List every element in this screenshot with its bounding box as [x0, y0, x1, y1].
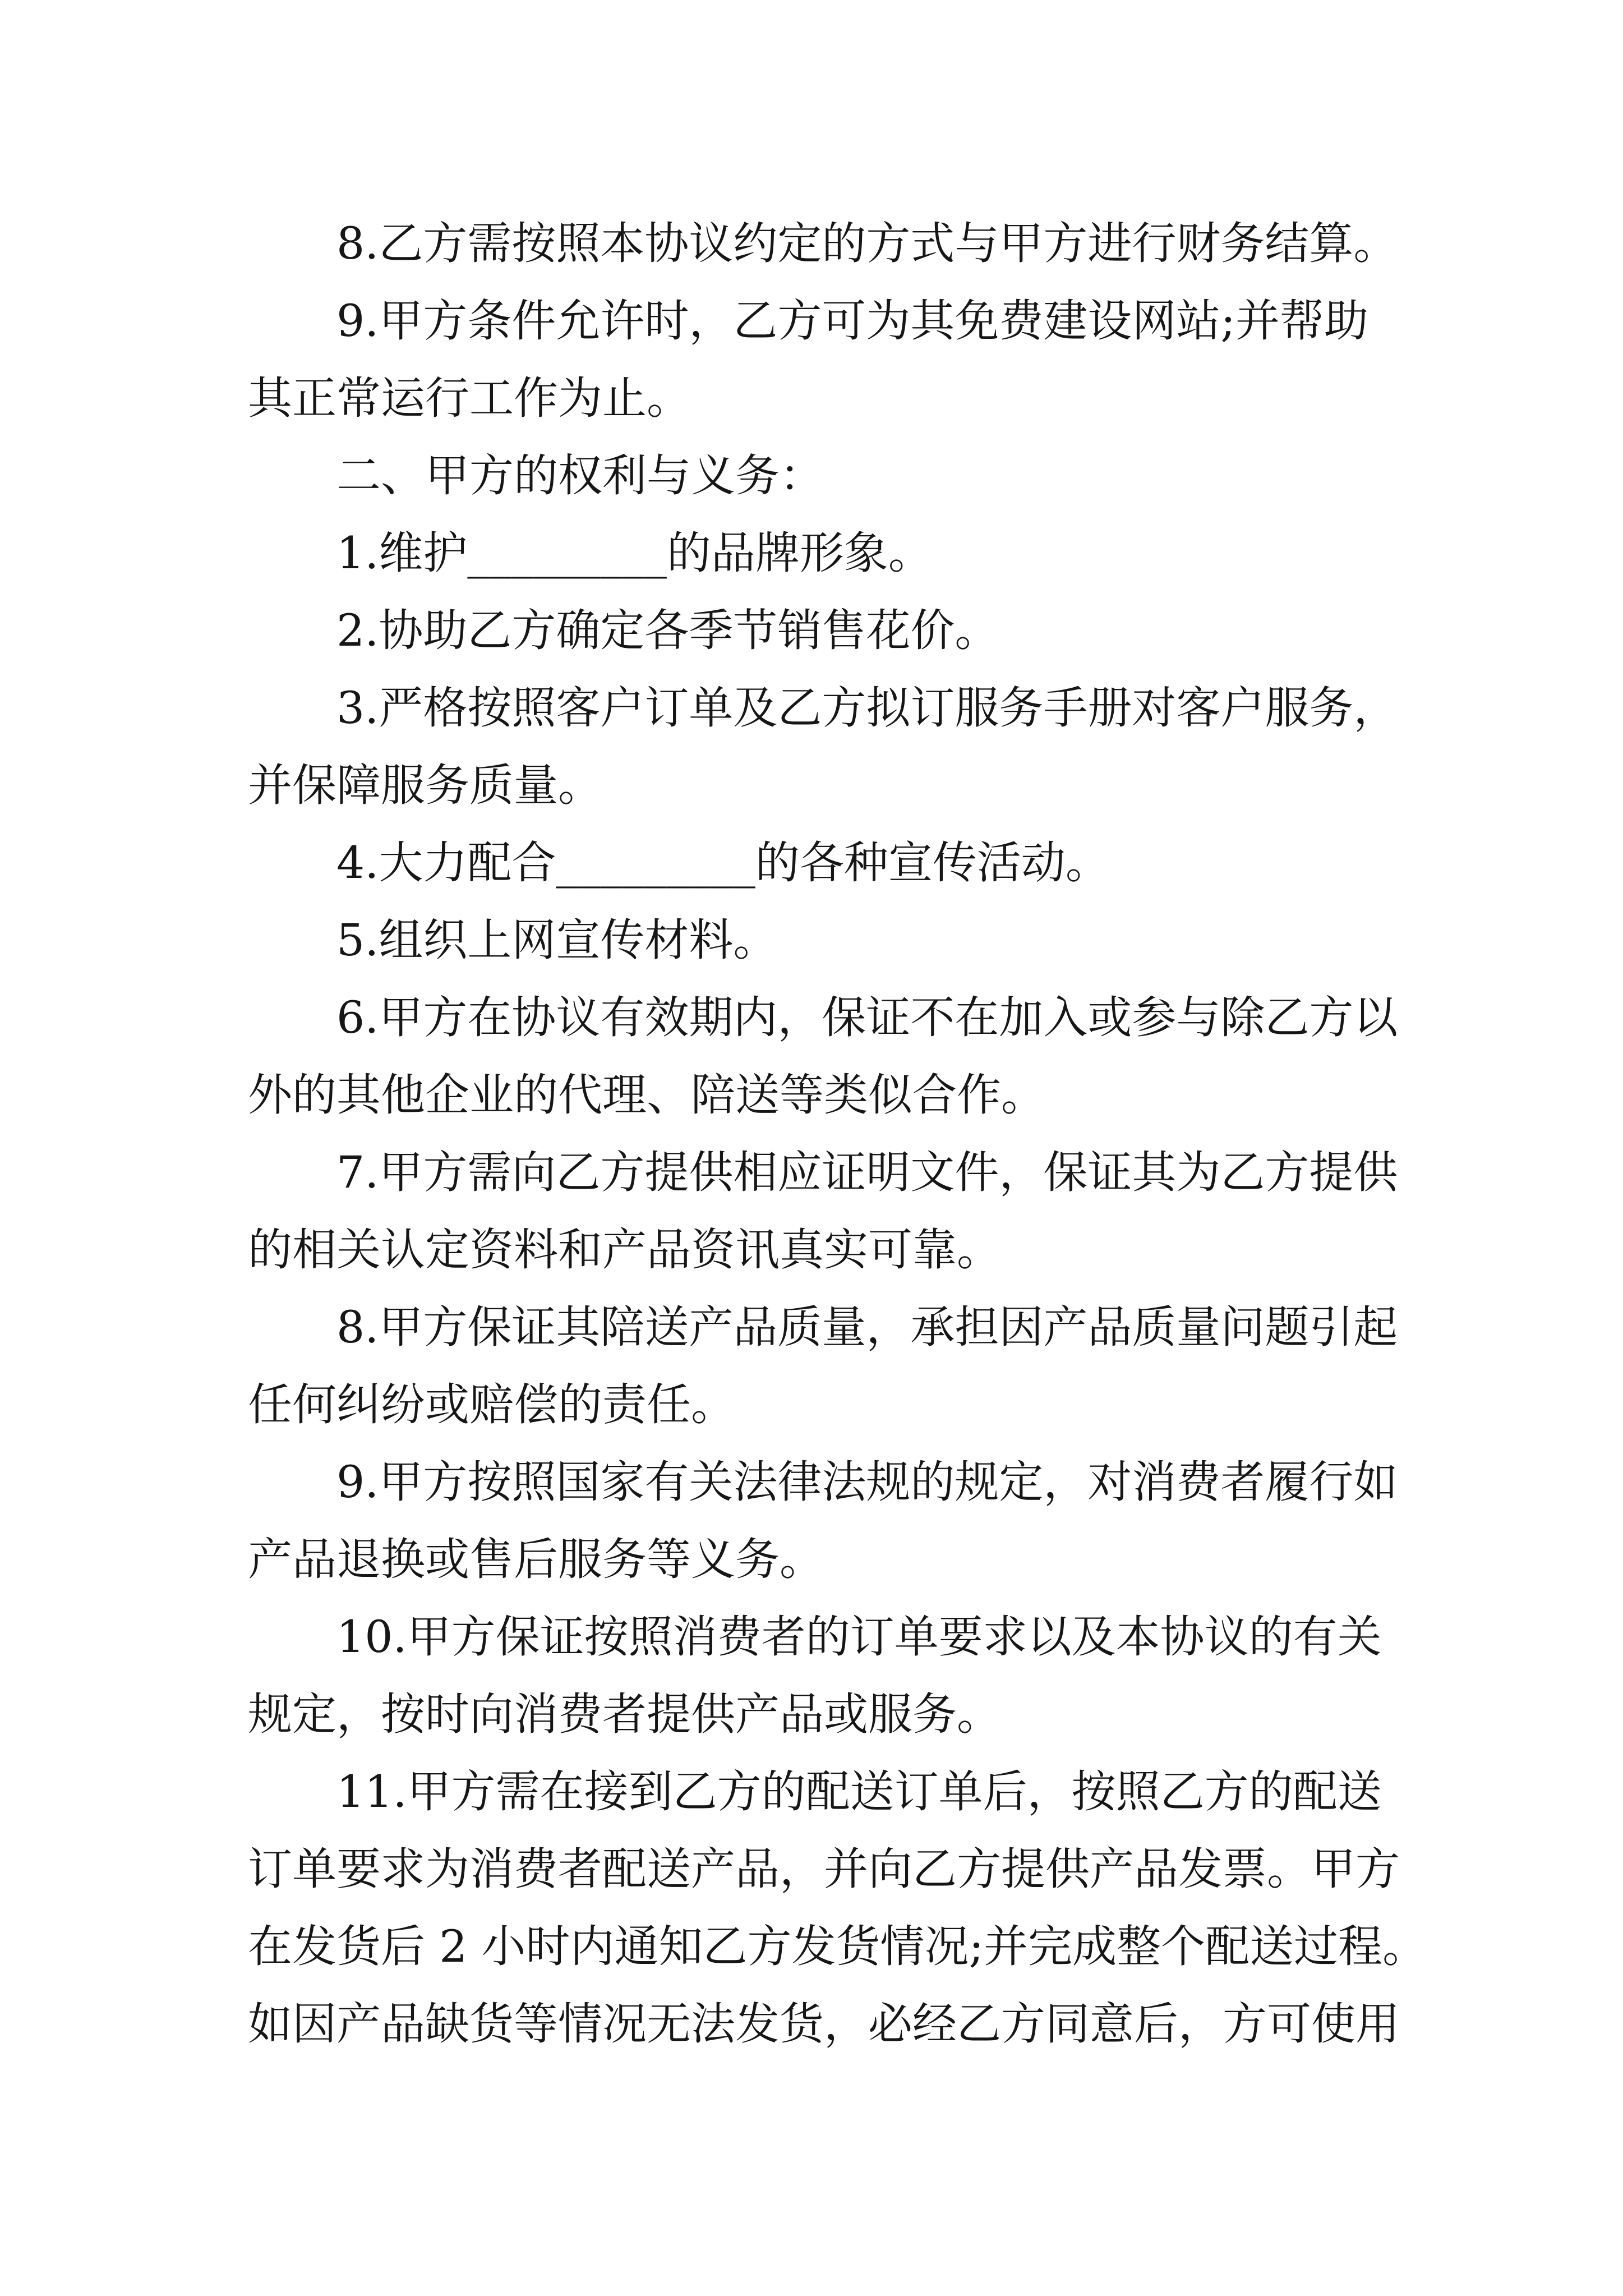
paragraph: [248, 1598, 1482, 1753]
paragraph-line: 外的其他企业的代理、陪送等类似合作。: [248, 1069, 1045, 1121]
paragraph: [248, 1443, 1482, 1598]
paragraph-line: 7.甲方需向乙方提供相应证明文件，保证其为乙方提供: [336, 1147, 1398, 1198]
paragraph-line: 产品退换或售后服务等义务。: [248, 1534, 824, 1585]
paragraph: [248, 1289, 1482, 1443]
paragraph-line: 9.甲方按照国家有关法律法规的规定，对消费者履行如: [336, 1456, 1398, 1508]
paragraph-line: 规定，按时向消费者提供产品或服务。: [248, 1688, 1001, 1740]
paragraph-line: 其正常运行工作为止。: [248, 372, 691, 424]
paragraph: [248, 1753, 1482, 2063]
paragraph-line: 任何纠纷或赔偿的责任。: [248, 1379, 735, 1430]
paragraph-line: 如因产品缺货等情况无法发货，必经乙方同意后，方可使用: [248, 1998, 1400, 2050]
paragraph: [248, 824, 1482, 901]
section-heading-line: 二、甲方的权利与义务：: [336, 450, 824, 501]
paragraph-line: 8.乙方需按照本协议约定的方式与甲方进行财务结算。: [336, 218, 1398, 269]
paragraph-line: 在发货后 2 小时内通知乙方发货情况;并完成整个配送过程。: [248, 1921, 1427, 1972]
paragraph: [248, 901, 1482, 979]
paragraph-line: 6.甲方在协议有效期内，保证不在加入或参与除乙方以: [336, 992, 1398, 1043]
paragraph-line: 11.甲方需在接到乙方的配送订单后，按照乙方的配送: [336, 1766, 1382, 1818]
paragraph: [248, 282, 1482, 437]
paragraph: [248, 669, 1482, 824]
paragraph-line: 4.大力配合_________的各种宣传活动。: [336, 837, 1110, 889]
paragraph-line: 5.组织上网宣传材料。: [336, 914, 778, 966]
section-heading: [248, 437, 1482, 514]
paragraph: [248, 205, 1482, 282]
paragraph-line: 订单要求为消费者配送产品，并向乙方提供产品发票。甲方: [248, 1843, 1400, 1895]
paragraph-line: 3.严格按照客户订单及乙方拟订服务手册对客户服务，: [336, 682, 1398, 734]
paragraph-line: 并保障服务质量。: [248, 760, 602, 811]
paragraph-line: 的相关认定资料和产品资讯真实可靠。: [248, 1224, 1001, 1276]
paragraph-line: 9.甲方条件允许时，乙方可为其免费建设网站;并帮助: [336, 295, 1368, 347]
paragraph-line: 8.甲方保证其陪送产品质量，承担因产品质量问题引起: [336, 1301, 1398, 1353]
paragraph: [248, 1134, 1482, 1289]
paragraph: [248, 592, 1482, 669]
paragraph-line: 1.维护_________的品牌形象。: [336, 527, 933, 579]
paragraph: [248, 979, 1482, 1134]
paragraph-line: 2.协助乙方确定各季节销售花价。: [336, 605, 999, 656]
document-body: [248, 205, 1482, 2063]
paragraph: [248, 514, 1482, 592]
paragraph-line: 10.甲方保证按照消费者的订单要求以及本协议的有关: [336, 1611, 1382, 1663]
